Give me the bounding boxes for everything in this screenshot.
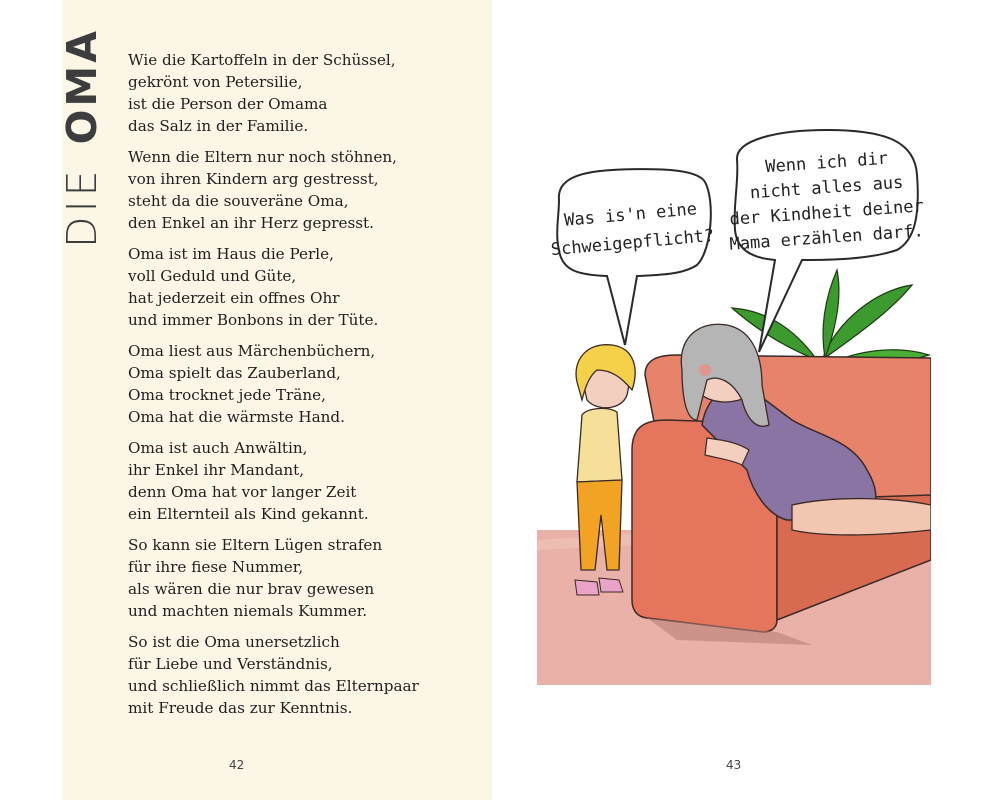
bubble-grandma-line-4: Mama erzählen darf.: [728, 221, 925, 255]
poem-line: den Enkel an ihr Herz gepresst.: [128, 214, 374, 232]
poem-line: und schließlich nimmt das Elternpaar: [128, 677, 419, 695]
poem-line: Oma liest aus Märchenbüchern,: [128, 342, 376, 360]
poem-stanza: [128, 243, 458, 331]
poem-line: So ist die Oma unersetzlich: [128, 633, 340, 651]
poem-stanza: [128, 340, 458, 428]
poem-line: mit Freude das zur Kenntnis.: [128, 699, 353, 717]
poem-line: steht da die souveräne Oma,: [128, 192, 349, 210]
poem-stanza: [128, 146, 458, 234]
page-title: [58, 28, 106, 248]
poem-line: das Salz in der Familie.: [128, 117, 309, 135]
title-bold: OMA: [58, 28, 106, 145]
poem-line: Oma hat die wärmste Hand.: [128, 408, 345, 426]
speech-bubble-child: [550, 169, 715, 345]
cartoon-illustration: [537, 120, 931, 685]
poem-line: hat jederzeit ein offnes Ohr: [128, 289, 340, 307]
poem-line: Oma ist im Haus die Perle,: [128, 245, 334, 263]
poem-line: ihr Enkel ihr Mandant,: [128, 461, 305, 479]
page-number-left: 42: [229, 758, 245, 772]
page-number-right: 43: [726, 758, 742, 772]
poem-line: ist die Person der Omama: [128, 95, 328, 113]
poem-stanza: [128, 631, 458, 719]
poem-line: denn Oma hat vor langer Zeit: [128, 483, 357, 501]
bubble-grandma-line-1: Wenn ich dir: [764, 148, 889, 178]
poem-line: von ihren Kindern arg gestresst,: [128, 170, 379, 188]
poem-line: als wären die nur brav gewesen: [128, 580, 375, 598]
poem-line: Oma ist auch Anwältin,: [128, 439, 308, 457]
poem-line: und immer Bonbons in der Tüte.: [128, 311, 379, 329]
poem-line: für Liebe und Verständnis,: [128, 655, 333, 673]
poem-stanza: [128, 437, 458, 525]
bubble-child-line-2: Schweigepflicht?: [550, 225, 716, 261]
poem-stanza: [128, 49, 458, 137]
poem-line: Oma spielt das Zauberland,: [128, 364, 341, 382]
title-light: DIE: [58, 166, 106, 248]
poem-line: Oma trocknet jede Träne,: [128, 386, 326, 404]
poem-stanza: [128, 534, 458, 622]
poem-line: für ihre fiese Nummer,: [128, 558, 304, 576]
poem-line: Wenn die Eltern nur noch stöhnen,: [128, 148, 397, 166]
poem-line: voll Geduld und Güte,: [128, 267, 297, 285]
bubble-grandma-line-2: nicht alles aus: [749, 172, 904, 204]
bubble-grandma-line-3: der Kindheit deiner: [728, 196, 925, 230]
poem-line: gekrönt von Petersilie,: [128, 73, 303, 91]
poem-line: So kann sie Eltern Lügen strafen: [128, 536, 383, 554]
poem: [128, 49, 458, 728]
poem-line: und machten niemals Kummer.: [128, 602, 368, 620]
poem-line: ein Elternteil als Kind gekannt.: [128, 505, 369, 523]
bubble-child-line-1: Was is'n eine: [563, 199, 698, 231]
poem-line: Wie die Kartoffeln in der Schüssel,: [128, 51, 396, 69]
